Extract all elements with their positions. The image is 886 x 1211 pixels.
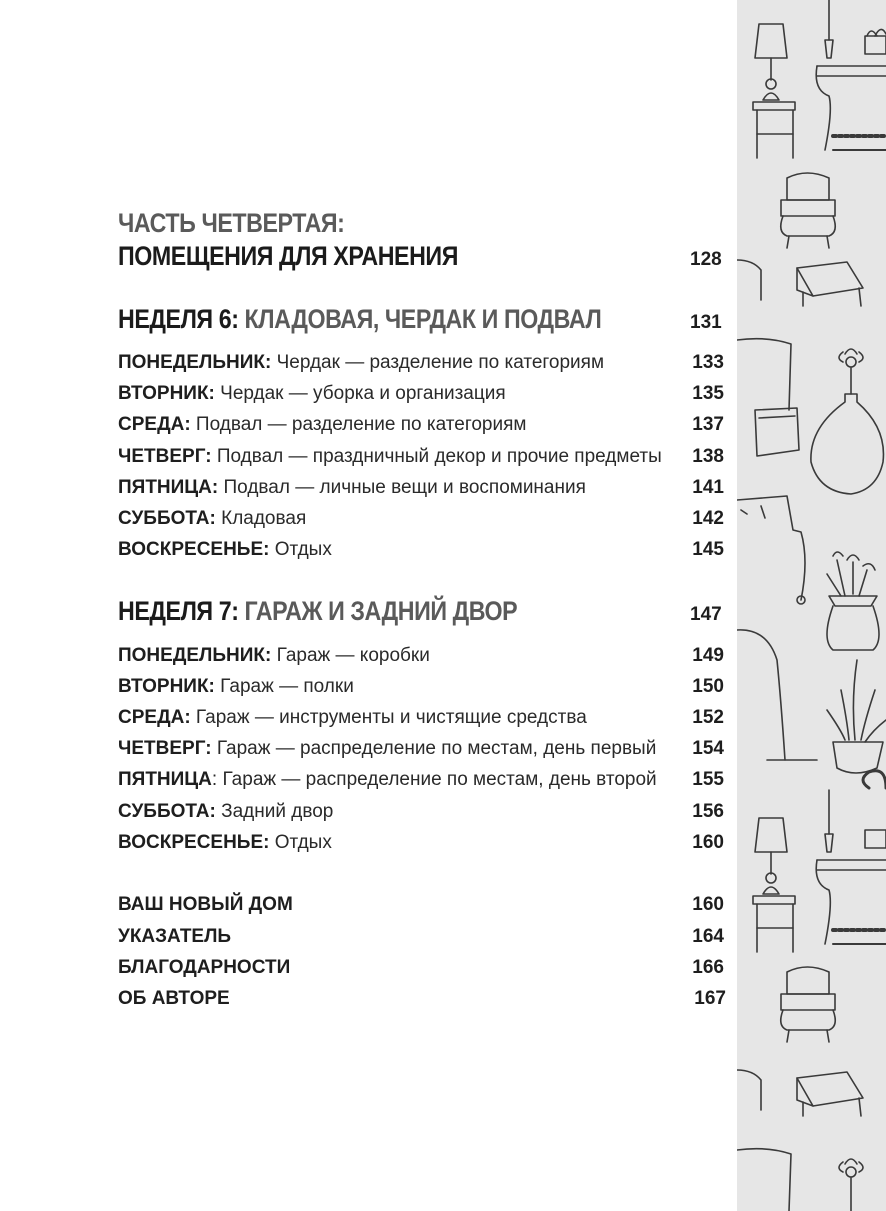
entry-text: Кладовая [215,508,307,529]
page-number: 138 [692,446,724,467]
page-number: 149 [692,645,724,666]
day-label: ПОНЕДЕЛЬНИК: [118,645,272,666]
entry-text: Гараж — коробки [271,645,430,666]
day-label: ВТОРНИК: [118,383,215,404]
backmatter-label: УКАЗАТЕЛЬ [118,926,232,947]
page-number: 135 [692,383,724,404]
page-number: 152 [692,707,724,728]
week7-page-number: 147 [690,604,722,625]
toc-entry-backmatter[interactable] [118,894,724,922]
decorative-furniture-strip [737,0,886,1211]
toc-entry[interactable] [118,508,724,536]
toc-entry[interactable] [118,383,724,411]
day-label: ЧЕТВЕРГ: [118,446,212,467]
page-number: 156 [692,801,724,822]
week6-heading [118,304,601,335]
day-label: СУББОТА: [118,508,216,529]
table-icon [816,0,886,150]
day-label: СРЕДА: [118,707,191,728]
stool-icon [737,260,863,306]
page-number: 160 [692,894,724,915]
page-number: 141 [692,477,724,498]
toc-entry[interactable] [118,645,724,673]
toc-entry[interactable] [118,676,724,704]
page-number: 154 [692,738,724,759]
flower-icon [737,1149,863,1211]
toc-entry[interactable] [118,738,724,766]
toc-entry[interactable] [118,446,724,474]
toc-entry[interactable] [118,801,724,829]
toc-entry[interactable] [118,414,724,442]
stool-icon [737,1070,863,1116]
page-number: 145 [692,539,724,560]
toc-entry-backmatter[interactable] [118,926,724,954]
plant-icon [737,630,886,773]
day-label: ПЯТНИЦА [118,769,212,790]
page-number: 133 [692,352,724,373]
part-title: ПОМЕЩЕНИЯ ДЛЯ ХРАНЕНИЯ [118,241,458,271]
page-number: 150 [692,676,724,697]
page-number: 166 [692,957,724,978]
day-label: ЧЕТВЕРГ: [118,738,212,759]
table-icon [816,790,886,944]
entry-text: Гараж — полки [214,676,354,697]
entry-text: Гараж — инструменты и чистящие средства [190,707,587,728]
entry-text: Отдых [269,539,332,560]
entry-text: Гараж — распределение по местам, день первый [211,738,657,759]
page-number: 167 [694,988,726,1009]
toc-entry[interactable] [118,352,724,380]
part-label: ЧАСТЬ ЧЕТВЕРТАЯ: [118,208,345,238]
toc-entry[interactable] [118,477,724,505]
toc-entry-backmatter[interactable] [118,957,724,985]
day-label: ВТОРНИК: [118,676,215,697]
toc-entry-backmatter[interactable] [118,988,726,1016]
lamp-icon [753,24,795,158]
page-number: 160 [692,832,724,853]
entry-text: Подвал — разделение по категориям [190,414,527,435]
page-number: 142 [692,508,724,529]
toc-entry[interactable] [118,769,724,797]
armchair-icon [781,173,836,248]
week6-prefix: НЕДЕЛЯ 6: [118,304,239,334]
part-page-number: 128 [690,249,722,270]
sofa-icon [737,496,805,604]
flower-pot-icon [827,552,879,650]
day-label: ПОНЕДЕЛЬНИК: [118,352,272,373]
day-label: ВОСКРЕСЕНЬЕ: [118,832,270,853]
entry-text: Чердак — уборка и организация [214,383,506,404]
day-label: ВОСКРЕСЕНЬЕ: [118,539,270,560]
page-number: 137 [692,414,724,435]
day-label: ПЯТНИЦА: [118,477,219,498]
toc-entry[interactable] [118,707,724,735]
armchair-side-icon [737,339,799,456]
week7-prefix: НЕДЕЛЯ 7: [118,596,239,626]
backmatter-label: ВАШ НОВЫЙ ДОМ [118,894,293,915]
week7-title: ГАРАЖ И ЗАДНИЙ ДВОР [244,596,518,626]
week6-title: КЛАДОВАЯ, ЧЕРДАК И ПОДВАЛ [244,304,602,334]
entry-text: Подвал — праздничный декор и прочие предметы [211,446,662,467]
backmatter-label: ОБ АВТОРЕ [118,988,230,1009]
toc-entry[interactable] [118,539,724,567]
vase-icon [811,349,884,494]
backmatter-label: БЛАГОДАРНОСТИ [118,957,291,978]
day-label: СУББОТА: [118,801,216,822]
lamp-icon [753,818,795,952]
entry-text: Чердак — разделение по категориям [271,352,605,373]
armchair-icon [781,967,836,1042]
page-number: 155 [692,769,724,790]
day-label: СРЕДА: [118,414,191,435]
entry-text: : Гараж — распределение по местам, день второй [211,769,657,790]
entry-text: Задний двор [215,801,334,822]
week6-page-number: 131 [690,312,722,333]
week7-heading [118,596,517,627]
page-number: 164 [692,926,724,947]
entry-text: Подвал — личные вещи и воспоминания [218,477,586,498]
entry-text: Отдых [269,832,332,853]
toc-entry[interactable] [118,832,724,860]
